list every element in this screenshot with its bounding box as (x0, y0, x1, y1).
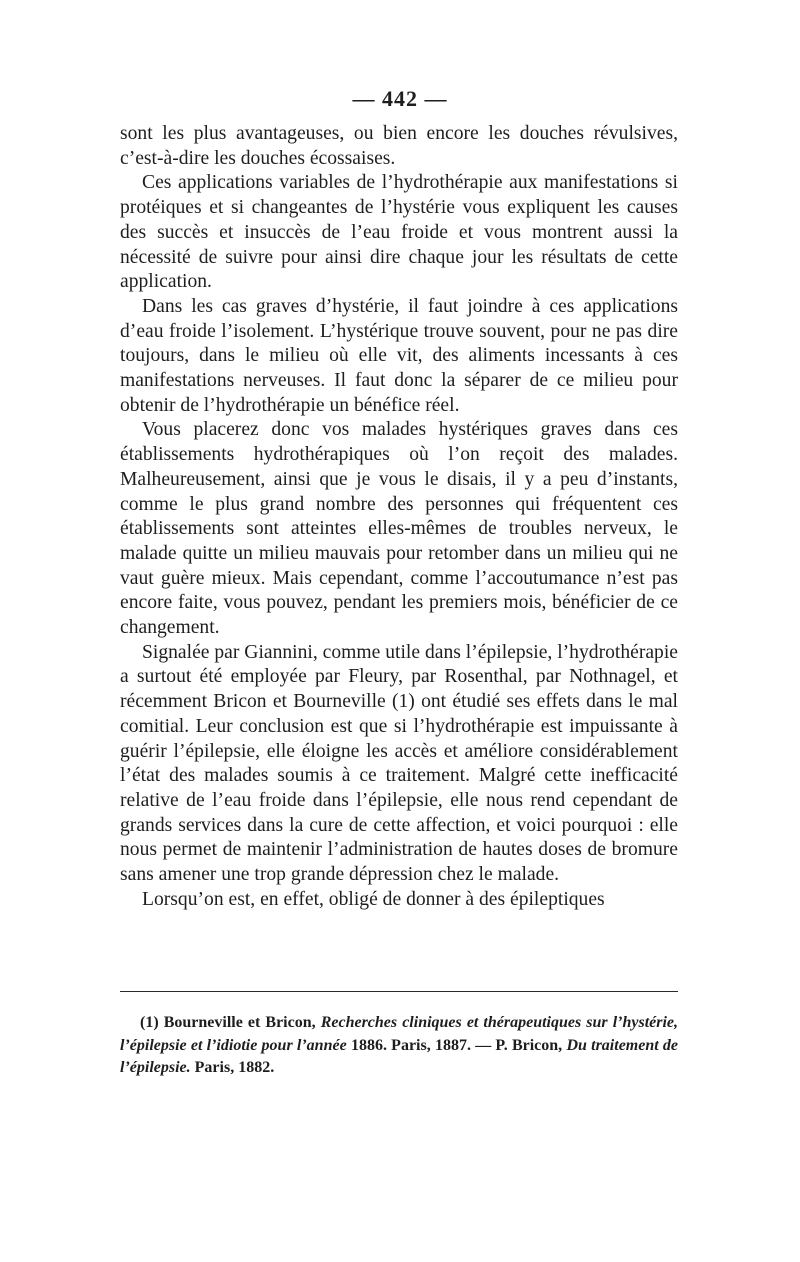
paragraph-3: Dans les cas graves d’hystérie, il faut joindre à ces applications d’eau froide l’isolement. L’hystérique trouve souvent, pour ne pas dire toujours, dans le milieu où elle vit, des aliments incessants à ces manifestations nerveuses. Il faut donc la séparer de ce milieu pour obtenir de l’hydrothérapie un bénéfice réel. (120, 295, 678, 416)
paragraph-1: sont les plus avantageuses, ou bien encore les douches révulsives, c’est-à-dire les douches écossaises. (120, 123, 678, 169)
footnote-publication-1: 1886. Paris, 1887. — P. Bricon, (350, 1036, 563, 1054)
main-text (120, 122, 678, 913)
footnote (120, 1012, 678, 1080)
footnote-publication-2: Paris, 1882. (194, 1059, 275, 1076)
footnote-title-1: Recherches cliniques et thérapeutiques sur l’hystérie, l’épilepsie et l’idiotie pour l’année (120, 1014, 679, 1054)
footnote-authors: Bourneville et Bricon, (163, 1014, 316, 1031)
footnote-separator (120, 991, 678, 992)
page-number: — 442 — (352, 86, 448, 111)
footnote-text (120, 1012, 678, 1080)
paragraph-5: Signalée par Giannini, comme utile dans l’épilepsie, l’hydrothérapie a surtout été employée par Fleury, par Rosenthal, par Nothnagel, et récemment Bricon et Bourneville (1) ont étudié ses effets dans le mal comitial. Leur conclusion est que si l’hydrothérapie est impuissante à guérir l’épilepsie, elle éloigne les accès et améliore considérablement l’état des malades soumis à ce traitement. Malgré cette inefficacité relative de l’eau froide dans l’épilepsie, elle nous rend cependant de grands services dans la cure de cette affection, et voici pourquoi : elle nous permet de maintenir l’administration de hautes doses de bromure sans amener une trop grande dépression chez le malade. (120, 641, 678, 886)
paragraph-4: Vous placerez donc vos malades hystériques graves dans ces établissements hydrothérapiques où l’on reçoit des malades. Malheureusement, ainsi que je vous le disais, il y a peu d’instants, comme le plus grand nombre des personnes qui fréquentent ces établissements sont atteintes elles-mêmes de troubles nerveux, le malade quitte un milieu mauvais pour retomber dans un milieu qui ne vaut guère mieux. Mais cependant, comme l’accoutumance n’est pas encore faite, vous pouvez, pendant les premiers mois, bénéficier de ce changement. (120, 419, 678, 639)
paragraph-6: Lorsqu’on est, en effet, obligé de donner à des épileptiques (142, 888, 605, 910)
footnote-title-2: Du traitement de l’épilepsie. (120, 1036, 679, 1076)
paragraph-2: Ces applications variables de l’hydrothérapie aux manifestations si protéiques et si changeantes de l’hystérie vous expliquent les causes des succès et insuccès de l’eau froide et vous montrent aussi la nécessité de suivre pour ainsi dire chaque jour les résultats de cette application. (120, 172, 678, 293)
footnote-marker: (1) (140, 1014, 159, 1031)
